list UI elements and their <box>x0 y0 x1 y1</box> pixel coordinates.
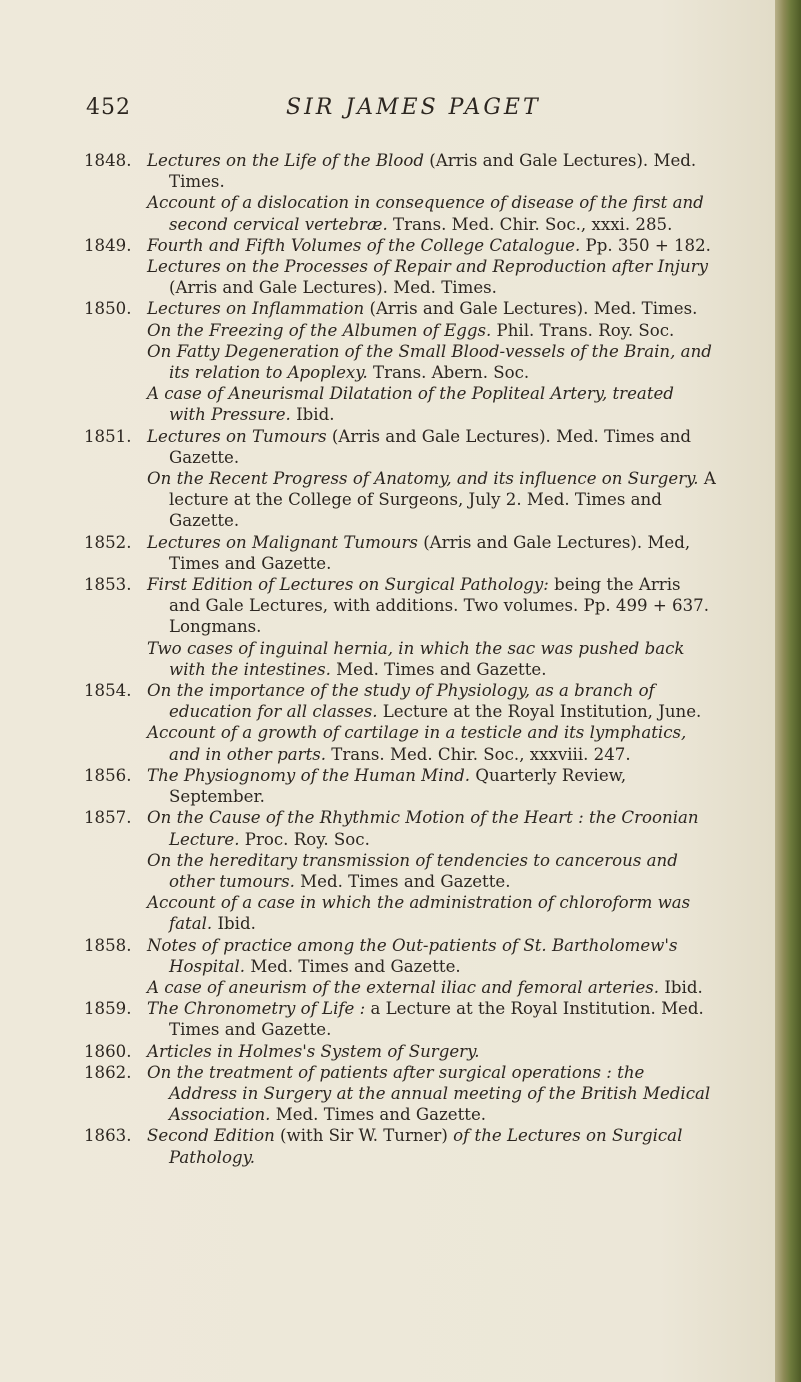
citation: Lectures on Inflammation (Arris and Gale Lectures). Med. Times. <box>147 299 698 319</box>
entry-year: 1850. <box>84 299 132 319</box>
entry-year: 1851. <box>84 426 132 446</box>
bibliography-list <box>84 150 716 1168</box>
citation: Second Edition (with Sir W. Turner) of the Lectures on Surgical Pathology. <box>147 1126 683 1167</box>
entry-year: 1863. <box>84 1126 132 1146</box>
year-entry <box>84 680 716 765</box>
citation: On the Recent Progress of Anatomy, and its influence on Surgery. A lecture at the College of Surgeons, July 2. Med. Times and Gazette. <box>147 469 716 531</box>
citation: Articles in Holmes's System of Surgery. <box>147 1041 480 1061</box>
year-entry <box>84 235 716 299</box>
citation: Notes of practice among the Out-patients of St. Bartholomew's Hospital. Med. Times and Gazette. <box>147 935 678 976</box>
entry-year: 1857. <box>84 808 132 828</box>
citation: On the Freezing of the Albumen of Eggs. Phil. Trans. Roy. Soc. <box>147 320 675 340</box>
entry-year: 1856. <box>84 765 132 785</box>
entry-year: 1859. <box>84 999 132 1019</box>
citation: On Fatty Degeneration of the Small Blood-vessels of the Brain, and its relation to Apoplexy. Trans. Abern. Soc. <box>147 341 712 383</box>
citation: The Physiognomy of the Human Mind. Quarterly Review, September. <box>147 765 627 807</box>
citation: Account of a case in which the administration of chloroform was fatal. Ibid. <box>147 893 691 934</box>
citation: Fourth and Fifth Volumes of the College Catalogue. Pp. 350 + 182. <box>147 235 711 255</box>
citation: The Chronometry of Life : a Lecture at the Royal Institution. Med. Times and Gazette. <box>147 999 704 1040</box>
year-entry <box>84 1041 716 1062</box>
year-entry <box>84 765 716 807</box>
year-entry <box>84 150 716 235</box>
citation: Lectures on Tumours (Arris and Gale Lectures). Med. Times and Gazette. <box>147 426 692 467</box>
citation: A case of aneurism of the external iliac and femoral arteries. Ibid. <box>147 977 703 997</box>
citation: First Edition of Lectures on Surgical Pathology: being the Arris and Gale Lectures, with additions. Two volumes. Pp. 499 + 637. Longmans. <box>147 575 709 637</box>
year-entry <box>84 298 716 425</box>
running-title: SIR JAMES PAGET <box>286 95 541 120</box>
citation: Lectures on the Life of the Blood (Arris and Gale Lectures). Med. Times. <box>147 151 697 192</box>
year-entry <box>84 426 716 532</box>
book-edge <box>775 0 801 1382</box>
entry-year: 1858. <box>84 935 132 955</box>
citation: Account of a dislocation in consequence of disease of the first and second cervical vertebræ. Trans. Med. Chir. Soc., xxxi. 285. <box>147 193 704 234</box>
entry-year: 1853. <box>84 575 132 595</box>
citation: On the hereditary transmission of tendencies to cancerous and other tumours. Med. Times and Gazette. <box>147 850 678 891</box>
year-entry <box>84 998 716 1040</box>
entry-year: 1860. <box>84 1041 132 1061</box>
citation: Two cases of inguinal hernia, in which the sac was pushed back with the intestines. Med. Times and Gazette. <box>147 638 685 679</box>
page-number: 452 <box>86 95 131 120</box>
citation: Lectures on Malignant Tumours (Arris and Gale Lectures). Med, Times and Gazette. <box>147 532 691 573</box>
citation: On the Cause of the Rhythmic Motion of the Heart : the Croonian Lecture. Proc. Roy. Soc. <box>147 808 699 849</box>
entry-year: 1848. <box>84 151 132 170</box>
citation: Lectures on the Processes of Repair and Reproduction after Injury (Arris and Gale Lectures). Med. Times. <box>147 257 709 298</box>
citation: On the importance of the study of Physiology, as a branch of education for all classes. Lecture at the Royal Institution, June. <box>147 681 702 722</box>
citation: Account of a growth of cartilage in a testicle and its lymphatics, and in other parts. Trans. Med. Chir. Soc., xxxviii. 247. <box>147 723 687 764</box>
citation: A case of Aneurismal Dilatation of the Popliteal Artery, treated with Pressure. Ibid. <box>147 384 674 425</box>
citation: On the treatment of patients after surgical operations : the Address in Surgery at the annual meeting of the British Medical Association. Med. Times and Gazette. <box>147 1062 711 1125</box>
year-entry <box>84 1062 716 1126</box>
entry-year: 1852. <box>84 532 132 552</box>
entry-year: 1849. <box>84 235 132 255</box>
entry-year: 1854. <box>84 681 132 701</box>
year-entry <box>84 935 716 999</box>
year-entry <box>84 807 716 934</box>
page-header <box>0 95 775 125</box>
entry-year: 1862. <box>84 1062 132 1082</box>
year-entry <box>84 1125 716 1167</box>
year-entry <box>84 574 716 680</box>
year-entry <box>84 532 716 574</box>
